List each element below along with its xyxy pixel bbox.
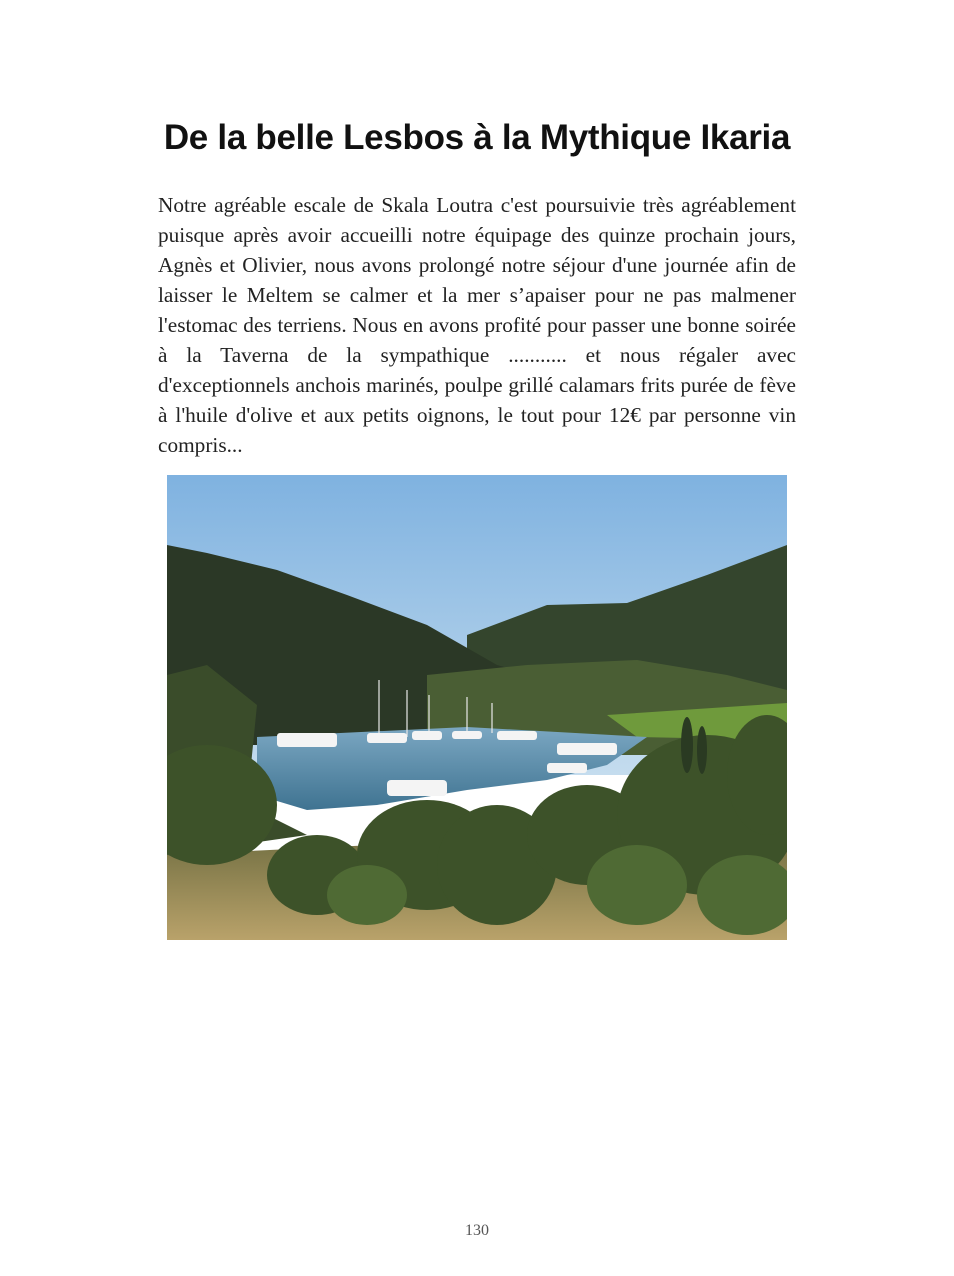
- page-number: 130: [465, 1222, 489, 1239]
- page-title: De la belle Lesbos à la Mythique Ikaria: [163, 118, 791, 157]
- harbor-photo: [167, 475, 787, 940]
- body-paragraph: Notre agréable escale de Skala Loutra c'est poursuivie très agréablement puisque après avoir accueilli notre équipage des quinze prochain jours, Agnès et Olivier, nous avons prolongé notre séjour d'une journée afin de laisser le Meltem se calmer et la mer s’apaiser pour ne pas malmener l'estomac des terriens. Nous en avons profité pour passer une bonne soirée à la Taverna de la sympathique ........... et nous régaler avec d'exceptionnels anchois marinés, poulpe grillé calamars frits purée de fève à l'huile d'olive et aux petits oignons, le tout pour 12€ par personne vin compris...: [158, 193, 796, 457]
